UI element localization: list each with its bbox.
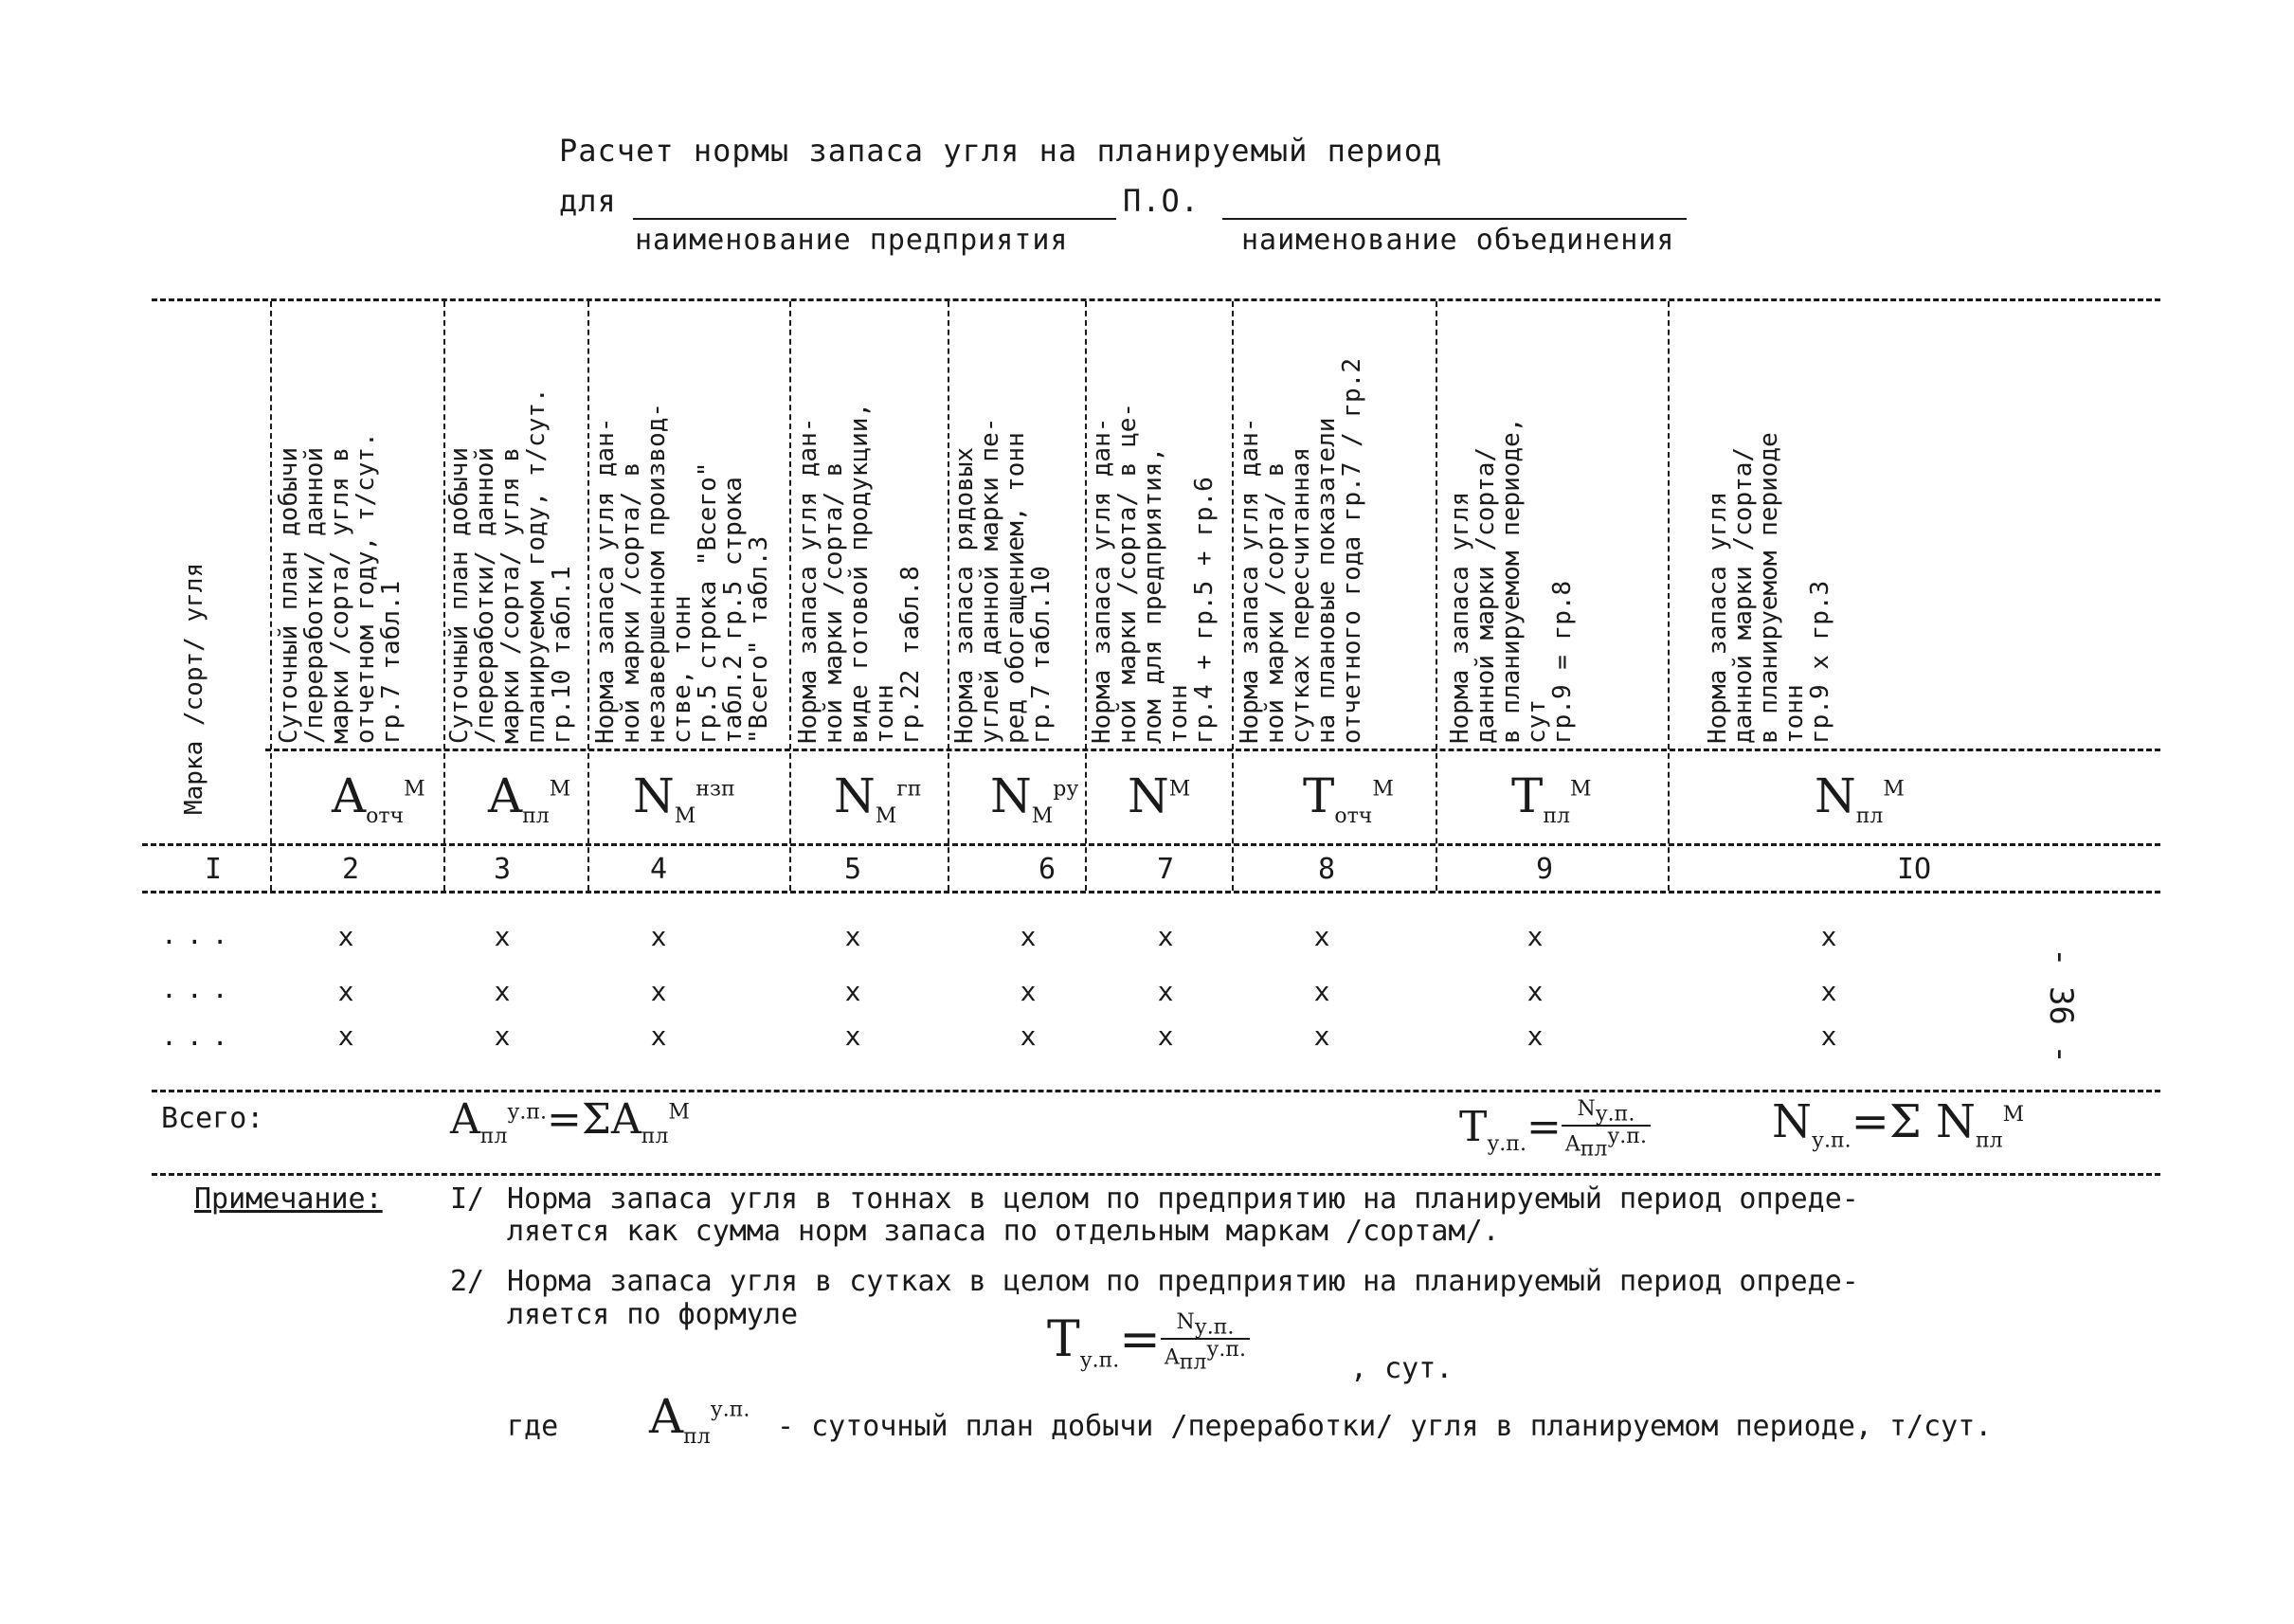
table-cell: x	[844, 921, 861, 952]
col-header-4: Норма запаса угля дан- ной марки /сорта/ в незавершенном производ- стве, тонн гр.5 строка "Всего" табл.2 гр.5 строка "Всего" табл.3	[591, 402, 773, 744]
symbol-row-rule	[265, 749, 2160, 751]
note-1-number: I/	[450, 1182, 485, 1216]
note-2-line-1: Норма запаса угля в сутках в целом по предприятию на планируемый период опреде-	[507, 1265, 1859, 1298]
symbol-n-nzp: $N_M^{нзп}$	[633, 768, 735, 828]
totals-formula-t: $T_{у.п.}=$ $\frac{N_{у.п.}}{A_{пл}^{у.п.}}$	[1459, 1099, 1651, 1161]
table-cell: x	[1313, 976, 1330, 1007]
table-cell: x	[1020, 1020, 1037, 1052]
symbol-n-m: $N^M$	[1128, 768, 1191, 823]
symbol-t-pl: $T_{пл}^M$	[1511, 768, 1592, 828]
note-2-line-2: ляется по формуле	[507, 1298, 799, 1331]
col-header-1: Марка /сорт/ угля	[180, 562, 208, 815]
col-number: IO	[1896, 853, 1932, 886]
table-cell: x	[337, 921, 354, 952]
table-cell: x	[1526, 976, 1544, 1007]
col-number: 6	[1038, 853, 1057, 886]
table-cell: x	[844, 976, 861, 1007]
col-header-3: Суточный план добычи /переработки/ данной марки /сорта/ угля в планируемом году, т/сут. гр.10 табл.1	[445, 388, 576, 744]
col-number: 3	[493, 853, 512, 886]
table-cell: x	[1526, 1020, 1544, 1052]
number-row-bottom-rule	[142, 891, 2160, 893]
row-marker: ...	[161, 919, 238, 950]
table-cell: x	[494, 1020, 511, 1052]
col-header-7: Норма запаса угля дан- ной марки /сорта/ в це- лом для предприятия, тонн гр.4 + гр.5 + гр.6	[1088, 402, 1219, 744]
col-sep-4	[789, 301, 791, 891]
association-caption: наименование объединения	[1241, 224, 1675, 257]
totals-formula-n: $N_{у.п.}=\Sigma$ $N_{пл}^M$	[1772, 1095, 2025, 1153]
col-number: 9	[1535, 853, 1554, 886]
table-cell: x	[1157, 1020, 1174, 1052]
symbol-a-otch: $A_{отч}^M$	[332, 768, 425, 828]
where-label: где	[507, 1410, 559, 1443]
symbol-a-pl: $A_{пл}^M$	[488, 768, 571, 828]
table-top-rule	[152, 298, 2160, 301]
col-sep-6	[1085, 301, 1087, 891]
page-number-mark: - 36 -	[2042, 947, 2080, 1064]
col-sep-1	[270, 301, 272, 891]
col-sep-5	[948, 301, 949, 891]
symbol-n-gp: $N_M^{гп}$	[834, 768, 922, 828]
col-header-9: Норма запаса угля данной марки /сорта/ в планируемом периоде, сут гр.9 = гр.8	[1446, 417, 1577, 744]
note-1-line-2: ляется как сумма норм запаса по отдельным маркам /сортам/.	[507, 1215, 1500, 1248]
where-text: - суточный план добычи /переработки/ угля в планируемом периоде, т/сут.	[777, 1410, 1993, 1443]
table-cell: x	[844, 1020, 861, 1052]
notes-label: Примечание:	[194, 1182, 383, 1216]
totals-bottom-rule	[152, 1173, 2160, 1176]
col-header-10: Норма запаса угля данной марки /сорта/ в планируемом периоде тонн гр.9 x гр.3	[1704, 432, 1834, 744]
table-cell: x	[1313, 1020, 1330, 1052]
table-cell: x	[494, 921, 511, 952]
col-sep-3	[587, 301, 589, 891]
col-header-2: Суточный план добычи /переработки/ данной марки /сорта/ угля в отчетном году, т/сут. гр.7 табл.1	[275, 432, 406, 744]
col-sep-9	[1668, 301, 1670, 891]
row-marker: ...	[161, 973, 238, 1004]
col-number: 8	[1317, 853, 1336, 886]
symbol-n-ru: $N_M^{ру}$	[990, 768, 1079, 828]
col-number: 7	[1156, 853, 1175, 886]
body-bottom-rule	[152, 1090, 2160, 1092]
table-cell: x	[650, 976, 667, 1007]
note-1-line-1: Норма запаса угля в тоннах в целом по предприятию на планируемый период опреде-	[507, 1182, 1859, 1216]
table-cell: x	[650, 1020, 667, 1052]
enterprise-caption: наименование предприятия	[635, 224, 1069, 257]
table-cell: x	[1820, 976, 1837, 1007]
col-number: 2	[341, 853, 360, 886]
symbol-n-pl: $N_{пл}^M$	[1815, 768, 1905, 828]
table-cell: x	[494, 976, 511, 1007]
enterprise-name-line	[633, 218, 1116, 220]
note-2-unit: , сут.	[1350, 1352, 1454, 1385]
col-sep-7	[1232, 301, 1234, 891]
note-2-formula: $T_{у.п.}=$ $\frac{N_{у.п.}}{A_{пл}^{у.п.}}$	[1047, 1312, 1250, 1374]
col-header-5: Норма запаса угля дан- ной марки /сорта/ в виде готовой продукции, тонн гр.22 табл.8	[794, 402, 925, 744]
col-sep-8	[1436, 301, 1437, 891]
table-cell: x	[1526, 921, 1544, 952]
table-cell: x	[337, 1020, 354, 1052]
table-cell: x	[1820, 1020, 1837, 1052]
table-cell: x	[1820, 921, 1837, 952]
totals-formula-a: $A_{пл}^{у.п.}=\Sigma A_{пл}^M$	[450, 1095, 690, 1148]
association-name-line	[1222, 218, 1687, 220]
document-title: Расчет нормы запаса угля на планируемый период	[559, 133, 1443, 169]
table-cell: x	[1157, 976, 1174, 1007]
table-cell: x	[337, 976, 354, 1007]
for-label: для	[559, 183, 617, 219]
po-label: П.О.	[1123, 183, 1201, 219]
where-symbol: $A_{пл}^{у.п.}$	[649, 1389, 750, 1449]
table-cell: x	[650, 921, 667, 952]
col-number: 4	[649, 853, 668, 886]
table-cell: x	[1020, 921, 1037, 952]
note-2-number: 2/	[450, 1265, 485, 1298]
table-cell: x	[1020, 976, 1037, 1007]
symbol-t-otch: $T_{отч}^M$	[1303, 768, 1394, 828]
col-header-6: Норма запаса рядовых углей данной марки пе- ред обогащением, тонн гр.7 табл.10	[950, 417, 1056, 744]
row-marker: ...	[161, 1020, 238, 1052]
table-cell: x	[1157, 921, 1174, 952]
col-number: 5	[843, 853, 862, 886]
totals-label: Всего:	[161, 1102, 264, 1135]
table-cell: x	[1313, 921, 1330, 952]
col-header-8: Норма запаса угля дан- ной марки /сорта/ в сутках пересчитанная на плановые показатели отчетного года гр.7 / гр.2	[1236, 358, 1366, 744]
col-number: I	[204, 853, 223, 886]
